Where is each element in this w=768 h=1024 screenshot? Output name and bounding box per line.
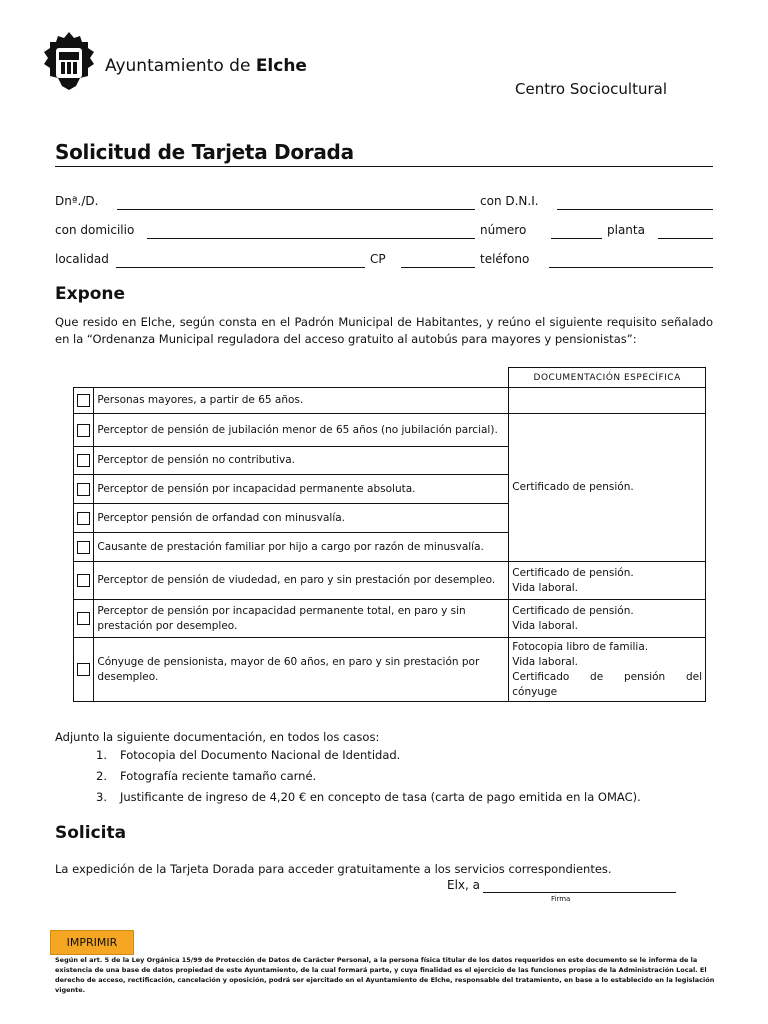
doc-header: DOCUMENTACIÓN ESPECÍFICA [509,368,706,388]
checkbox[interactable] [77,541,90,554]
requirement-label: Perceptor de pensión de jubilación menor de 65 años (no jubilación parcial). [94,414,509,447]
date-field[interactable] [483,892,676,893]
checkbox[interactable] [77,663,90,676]
expone-paragraph: Que resido en Elche, según consta en el Padrón Municipal de Habitantes, y reúno el siguiente requisito señalado en la “Ordenanza Municipal reguladora del acceso gratuito al autobús para mayores y pensionistas”: [55,315,713,346]
requirements-table [73,367,706,702]
requirement-label: Cónyuge de pensionista, mayor de 60 años, en paro y sin prestación por desempleo. [94,638,509,702]
checkbox[interactable] [77,454,90,467]
checkbox[interactable] [77,483,90,496]
label-localidad: localidad [55,252,109,266]
expone-heading: Expone [55,284,126,304]
city-crest-logo [38,30,100,94]
floor-field[interactable] [658,238,713,239]
label-cp: CP [370,252,386,266]
table-row [74,562,706,600]
checkbox[interactable] [77,512,90,525]
requirement-label: Perceptor de pensión no contributiva. [94,447,509,475]
attachments-list [96,746,641,809]
solicita-text: La expedición de la Tarjeta Dorada para acceder gratuitamente a los servicios correspondientes. [55,862,612,876]
center-name: Centro Sociocultural [515,80,667,98]
list-item: 2. Fotografía reciente tamaño carné. [96,769,317,783]
print-button[interactable]: IMPRIMIR [50,930,134,955]
organization-name: Ayuntamiento de Elche [105,56,307,76]
doc-list: Certificado de pensión. Vida laboral. [509,562,706,600]
list-item: 3. Justificante de ingreso de 4,20 € en concepto de tasa (carta de pago emitida en la OMAC). [96,790,641,804]
name-field[interactable] [117,209,475,210]
table-row [74,414,706,447]
checkbox[interactable] [77,612,90,625]
table-row [74,388,706,414]
requirement-label: Perceptor de pensión de viudedad, en paro y sin prestación por desempleo. [94,562,509,600]
signature-label: Firma [551,895,571,903]
place-date-label: Elx, a [447,878,480,892]
label-dni: con D.N.I. [480,194,539,208]
doc-list: Fotocopia libro de familia. Vida laboral. Certificado de pensión del cónyuge [509,638,706,702]
solicita-heading: Solicita [55,823,127,843]
title-rule [55,166,713,167]
table-row [74,638,706,702]
form-title: Solicitud de Tarjeta Dorada [55,140,354,164]
list-item: 1. Fotocopia del Documento Nacional de Identidad. [96,748,401,762]
legal-notice: Según el art. 5 de la Ley Orgánica 15/99 de Protección de Datos de Carácter Personal, a la persona física titular de los datos requeridos en este documento se le informa de la existencia de una base de datos propiedad de este Ayuntamiento, de la cual formará parte, y cuya finalidad es el ejercicio de las funciones propias de la Administración Local. El derecho de acceso, rectificación, cancelación y oposición, podrá ser ejercitado en el Ayuntamiento de Elche, responsable del tratamiento, en base a lo establecido en la legislación vigente. [55,956,715,994]
attachments-title: Adjunto la siguiente documentación, en todos los casos: [55,730,380,744]
requirement-label: Perceptor de pensión por incapacidad permanente total, en paro y sin prestación por desempleo. [94,600,509,638]
requirement-label: Causante de prestación familiar por hijo a cargo por razón de minusvalía. [94,533,509,562]
table-row [74,600,706,638]
checkbox[interactable] [77,394,90,407]
dni-field[interactable] [557,209,713,210]
label-numero: número [480,223,527,237]
phone-field[interactable] [549,267,713,268]
number-field[interactable] [551,238,602,239]
checkbox[interactable] [77,424,90,437]
label-dna: Dnª./D. [55,194,99,208]
locality-field[interactable] [116,267,365,268]
label-telefono: teléfono [480,252,530,266]
requirement-label: Perceptor de pensión por incapacidad permanente absoluta. [94,475,509,504]
label-domicilio: con domicilio [55,223,135,237]
doc-list: Certificado de pensión. Vida laboral. [509,600,706,638]
checkbox[interactable] [77,574,90,587]
doc-pension-certificate: Certificado de pensión. [509,414,706,562]
requirement-label: Perceptor pensión de orfandad con minusvalía. [94,504,509,533]
requirement-label: Personas mayores, a partir de 65 años. [94,388,509,414]
postal-code-field[interactable] [401,267,475,268]
address-field[interactable] [147,238,475,239]
label-planta: planta [607,223,645,237]
